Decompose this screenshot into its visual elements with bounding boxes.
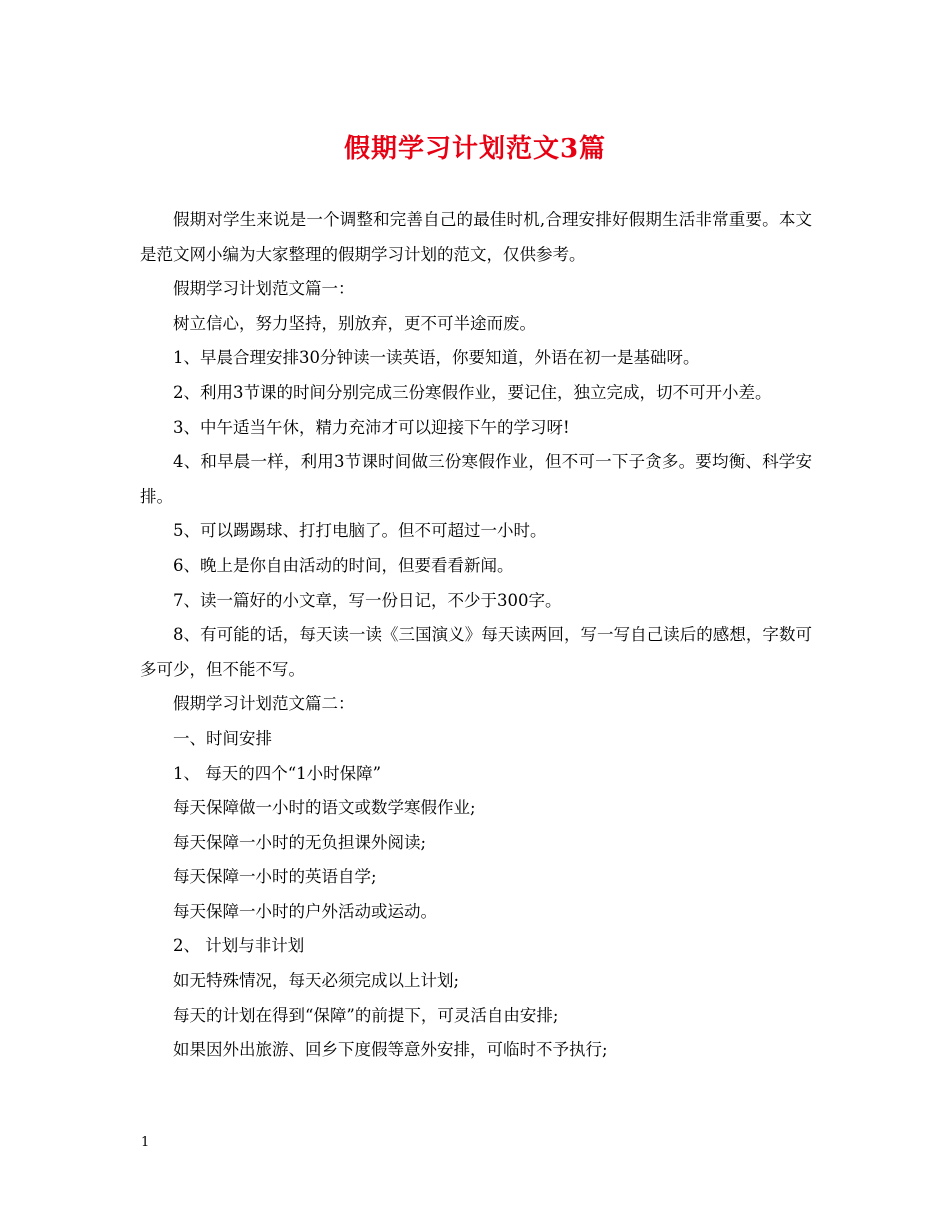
list-item: 7、读一篇好的小文章，写一份日记，不少于300字。 [173,590,562,610]
list-item: 2、利用3节课的时间分别完成三份寒假作业，要记住，独立完成，切不可开小差。 [173,382,772,402]
section-heading: 假期学习计划范文篇一： [173,279,355,299]
list-item: 6、晚上是你自由活动的时间，但要看看新闻。 [173,555,514,575]
list-item: 8、有可能的话，每天读一读《三国演义》每天读两回，写一写自己读后的感想，字数可多可少，但不能不写。 [140,625,812,679]
list-item: 2、 计划与非计划 [173,936,305,956]
paragraph: 如无特殊情况，每天必须完成以上计划; [173,971,460,991]
paragraph: 每天保障一小时的户外活动或运动。 [173,901,437,921]
section-heading: 假期学习计划范文篇二： [173,694,355,714]
paragraph: 树立信心，努力坚持，别放弃，更不可半途而废。 [173,313,536,333]
subsection-heading: 一、时间安排 [173,728,272,748]
list-item: 3、中午适当午休，精力充沛才可以迎接下午的学习呀! [173,417,570,437]
list-item: 1、早晨合理安排30分钟读一读英语，你要知道，外语在初一是基础呀。 [173,348,700,368]
paragraph: 如果因外出旅游、回乡下度假等意外安排，可临时不予执行; [173,1040,608,1060]
paragraph: 假期对学生来说是一个调整和完善自己的最佳时机,合理安排好假期生活非常重要。本文是范文网小编为大家整理的假期学习计划的范文，仅供参考。 [140,210,812,264]
document-body [140,203,812,1068]
page-number: 1 [141,1135,150,1150]
paragraph: 每天保障一小时的英语自学; [173,867,377,887]
list-item: 5、可以踢踢球、打打电脑了。但不可超过一小时。 [173,521,547,541]
paragraph: 每天保障做一小时的语文或数学寒假作业; [173,798,476,818]
document-title: 假期学习计划范文3篇 [343,134,607,164]
list-item: 1、 每天的四个“1小时保障” [173,763,382,783]
paragraph: 每天保障一小时的无负担课外阅读; [173,832,427,852]
list-item: 4、和早晨一样，利用3节课时间做三份寒假作业，但不可一下子贪多。要均衡、科学安排。 [140,452,812,506]
paragraph: 每天的计划在得到“保障”的前提下，可灵活自由安排; [173,1005,559,1025]
